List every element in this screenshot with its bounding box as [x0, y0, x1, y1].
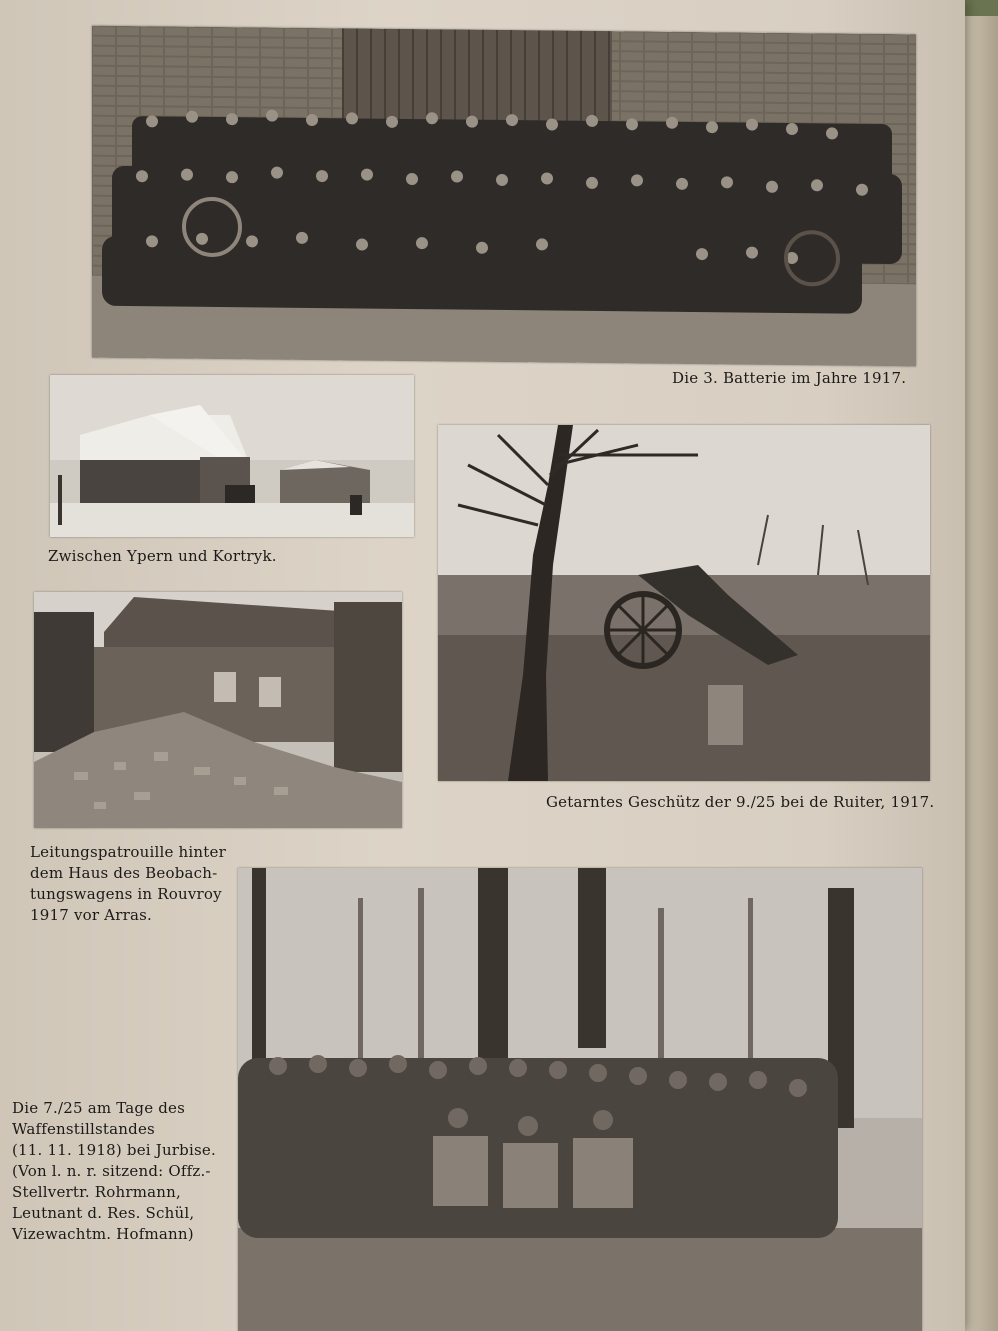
photo-ruined-house: [34, 592, 402, 828]
caption-line: (11. 11. 1918) bei Jurbise.: [12, 1141, 216, 1159]
photo-camouflaged-gun: [438, 425, 930, 781]
caption-armistice: [12, 1098, 216, 1245]
caption-gun: Getarntes Geschütz der 9./25 bei de Ruiter, 1917.: [546, 793, 935, 811]
caption-line: tungswagens in Rouvroy: [30, 885, 222, 903]
photo-battery-group: [92, 26, 916, 367]
caption-battery-1917: Die 3. Batterie im Jahre 1917.: [672, 369, 907, 387]
caption-line: Vizewachtm. Hofmann): [12, 1225, 194, 1243]
caption-line: 1917 vor Arras.: [30, 906, 152, 924]
caption-line: dem Haus des Beobach-: [30, 864, 218, 882]
caption-line: Die 7./25 am Tage des: [12, 1099, 186, 1117]
caption-line: Leutnant d. Res. Schül,: [12, 1204, 195, 1222]
caption-patrol: [30, 842, 226, 926]
caption-line: Stellvertr. Rohrmann,: [12, 1183, 181, 1201]
caption-line: Waffenstillstandes: [12, 1120, 155, 1138]
photo-village-street: [50, 375, 414, 537]
caption-line: (Von l. n. r. sitzend: Offz.-: [12, 1162, 211, 1180]
caption-line: Leitungspatrouille hinter: [30, 843, 226, 861]
caption-village: Zwischen Ypern und Kortryk.: [48, 547, 277, 565]
photo-armistice-group: [238, 868, 922, 1331]
